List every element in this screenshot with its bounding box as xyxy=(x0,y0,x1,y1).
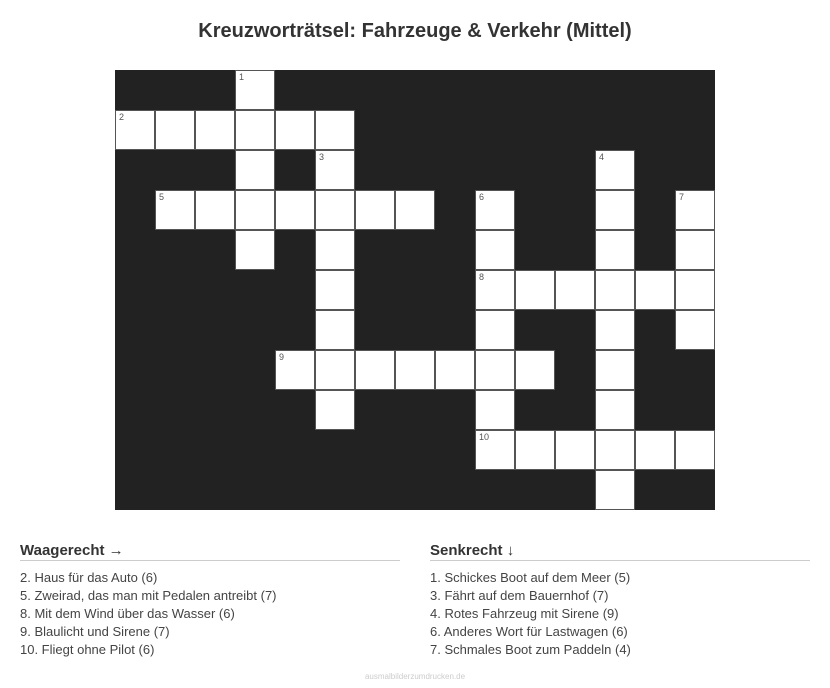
grid-cell[interactable] xyxy=(555,430,595,470)
grid-cell[interactable] xyxy=(595,430,635,470)
grid-cell[interactable] xyxy=(475,270,515,310)
grid-cell[interactable] xyxy=(595,190,635,230)
grid-cell[interactable] xyxy=(315,110,355,150)
grid-cell[interactable] xyxy=(315,190,355,230)
grid-cell[interactable] xyxy=(595,470,635,510)
clue-across: 9. Blaulicht und Sirene (7) xyxy=(20,624,170,639)
grid-cell[interactable] xyxy=(635,430,675,470)
grid-cell[interactable] xyxy=(475,230,515,270)
clue-across: 5. Zweirad, das man mit Pedalen antreibt (7) xyxy=(20,588,277,603)
grid-cell[interactable] xyxy=(315,350,355,390)
grid-cell[interactable] xyxy=(315,230,355,270)
grid-cell[interactable] xyxy=(515,430,555,470)
grid-cell[interactable] xyxy=(195,110,235,150)
grid-cell[interactable] xyxy=(235,150,275,190)
clue-number: 5 xyxy=(159,192,165,202)
clue-across: 10. Fliegt ohne Pilot (6) xyxy=(20,642,155,657)
grid-cell[interactable] xyxy=(635,270,675,310)
clue-number: 1 xyxy=(239,72,245,82)
clue-down: 6. Anderes Wort für Lastwagen (6) xyxy=(430,624,628,639)
clue-across: 8. Mit dem Wind über das Wasser (6) xyxy=(20,606,235,621)
grid-cell[interactable] xyxy=(475,350,515,390)
grid-cell[interactable] xyxy=(395,350,435,390)
clue-number: 7 xyxy=(679,192,685,202)
grid-cell[interactable] xyxy=(515,350,555,390)
crossword-grid xyxy=(115,70,715,510)
grid-cell[interactable] xyxy=(675,230,715,270)
grid-cell[interactable] xyxy=(155,110,195,150)
clue-number: 2 xyxy=(119,112,125,122)
grid-cell[interactable] xyxy=(235,230,275,270)
across-heading: Waagerecht → xyxy=(20,542,400,561)
clue-number: 10 xyxy=(479,432,490,442)
across-clue-list xyxy=(20,569,400,659)
grid-cell[interactable] xyxy=(275,190,315,230)
grid-cell[interactable] xyxy=(595,310,635,350)
page-title: Kreuzworträtsel: Fahrzeuge & Verkehr (Mittel) xyxy=(198,20,632,42)
clue-number: 9 xyxy=(279,352,285,362)
grid-cell[interactable] xyxy=(355,190,395,230)
across-clues xyxy=(20,542,400,659)
clue-across: 2. Haus für das Auto (6) xyxy=(20,570,158,585)
grid-cell[interactable] xyxy=(675,430,715,470)
grid-cell[interactable] xyxy=(555,270,595,310)
grid-cell[interactable] xyxy=(475,390,515,430)
down-heading: Senkrecht ↓ xyxy=(430,542,810,561)
grid-cell[interactable] xyxy=(475,310,515,350)
grid-cell[interactable] xyxy=(595,350,635,390)
grid-cell[interactable] xyxy=(675,190,715,230)
clue-down: 1. Schickes Boot auf dem Meer (5) xyxy=(430,570,631,585)
grid-cell[interactable] xyxy=(675,270,715,310)
grid-cell[interactable] xyxy=(355,350,395,390)
grid-cell[interactable] xyxy=(235,190,275,230)
grid-cell[interactable] xyxy=(155,190,195,230)
grid-cell[interactable] xyxy=(595,390,635,430)
down-clue-list xyxy=(430,569,810,659)
grid-cell[interactable] xyxy=(235,70,275,110)
grid-cell[interactable] xyxy=(475,430,515,470)
grid-cell[interactable] xyxy=(275,350,315,390)
grid-cell[interactable] xyxy=(315,390,355,430)
grid-cell[interactable] xyxy=(315,310,355,350)
grid-cell[interactable] xyxy=(595,270,635,310)
grid-cell[interactable] xyxy=(675,310,715,350)
grid-cell[interactable] xyxy=(595,150,635,190)
clue-number: 3 xyxy=(319,152,325,162)
clue-number: 4 xyxy=(599,152,605,162)
grid-cell[interactable] xyxy=(475,190,515,230)
grid-cell[interactable] xyxy=(195,190,235,230)
clue-number: 8 xyxy=(479,272,485,282)
grid-cell[interactable] xyxy=(115,110,155,150)
clue-number: 6 xyxy=(479,192,485,202)
grid-cell[interactable] xyxy=(595,230,635,270)
down-clues xyxy=(430,542,810,659)
grid-cell[interactable] xyxy=(435,350,475,390)
grid-cell[interactable] xyxy=(315,150,355,190)
grid-cell[interactable] xyxy=(315,270,355,310)
grid-cell[interactable] xyxy=(275,110,315,150)
clue-down: 4. Rotes Fahrzeug mit Sirene (9) xyxy=(430,606,619,621)
grid-cell[interactable] xyxy=(395,190,435,230)
clue-down: 3. Fährt auf dem Bauernhof (7) xyxy=(430,588,609,603)
footer-credit: ausmalbilderzumdrucken.de xyxy=(364,672,466,681)
grid-cell[interactable] xyxy=(235,110,275,150)
clue-down: 7. Schmales Boot zum Paddeln (4) xyxy=(430,642,631,657)
grid-cell[interactable] xyxy=(515,270,555,310)
